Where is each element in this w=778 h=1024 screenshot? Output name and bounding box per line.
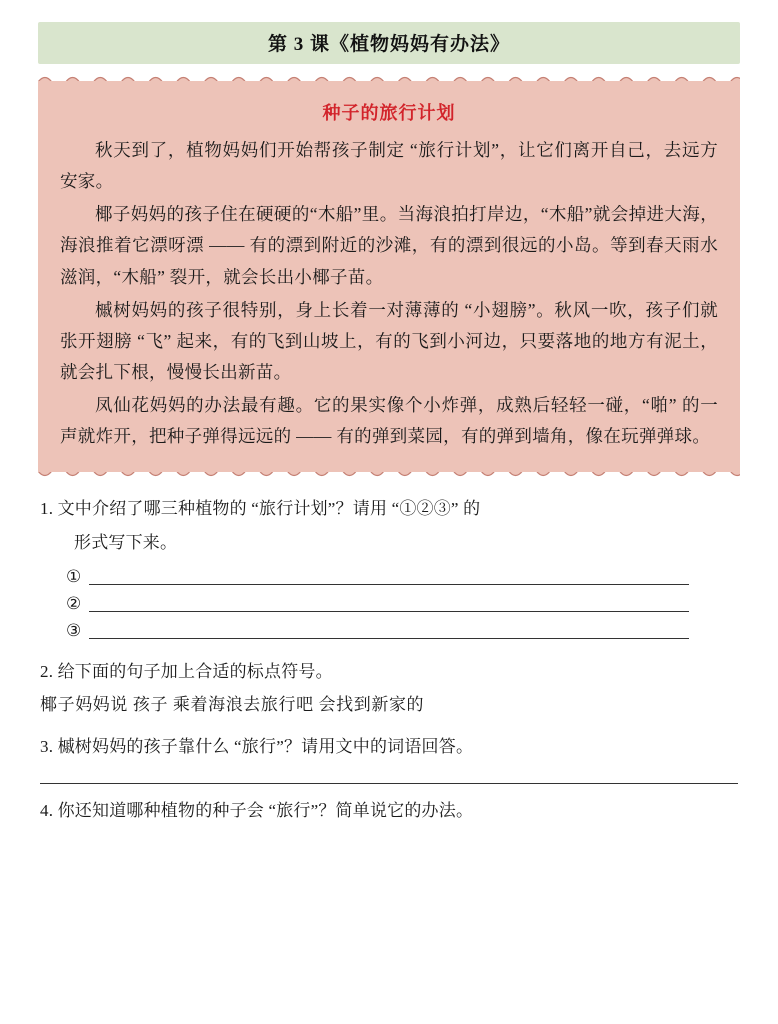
passage-section xyxy=(38,73,740,480)
answer-line-3[interactable] xyxy=(66,622,738,639)
passage-paragraph-3: 槭树妈妈的孩子很特别，身上长着一对薄薄的 “小翅膀”。秋风一吹，孩子们就张开翅膀 “飞” 起来，有的飞到山坡上，有的飞到小河边，只要落地的地方有泥土，就会扎下根，慢慢长出新苗。 xyxy=(60,299,718,382)
passage-box xyxy=(38,81,740,472)
answer-marker-1: ① xyxy=(66,566,82,586)
question-3: 3. 槭树妈妈的孩子靠什么 “旅行”？请用文中的词语回答。 xyxy=(40,736,474,756)
answer-rule-3[interactable] xyxy=(89,624,689,639)
answer-rule-2[interactable] xyxy=(89,597,689,612)
questions-section xyxy=(40,494,738,826)
passage-paragraph-1: 秋天到了，植物妈妈们开始帮孩子制定 “旅行计划”，让它们离开自己，去远方安家。 xyxy=(60,140,718,192)
question-1-line-2: 形式写下来。 xyxy=(74,533,178,553)
passage-title: 种子的旅行计划 xyxy=(322,103,456,123)
answer-rule-1[interactable] xyxy=(89,570,689,585)
question-2-sentence: 椰子妈妈说 孩子 乘着海浪去旅行吧 会找到新家的 xyxy=(40,694,425,714)
passage-paragraph-2: 椰子妈妈的孩子住在硬硬的“木船”里。当海浪拍打岸边，“木船”就会掉进大海，海浪推着它漂呀漂 —— 有的漂到附近的沙滩，有的漂到很远的小岛。等到春天雨水滋润，“木船” 裂开，就会长出小椰子苗。 xyxy=(60,204,718,287)
passage-paragraph-4: 凤仙花妈妈的办法最有趣。它的果实像个小炸弹，成熟后轻轻一碰，“啪” 的一声就炸开，把种子弹得远远的 —— 有的弹到菜园，有的弹到墙角，像在玩弹弹球。 xyxy=(60,395,718,447)
question-1-line-1: 1. 文中介绍了哪三种植物的 “旅行计划”？请用 “①②③” 的 xyxy=(40,499,481,519)
page-title: 第 3 课《植物妈妈有办法》 xyxy=(38,22,740,64)
question-2: 2. 给下面的句子加上合适的标点符号。 xyxy=(40,661,333,681)
answer-rule-question-3[interactable] xyxy=(40,767,738,784)
answer-marker-3: ③ xyxy=(66,620,82,640)
answer-line-1[interactable] xyxy=(66,568,738,585)
question-4: 4. 你还知道哪种植物的种子会 “旅行”？简单说它的办法。 xyxy=(40,801,474,821)
answer-marker-2: ② xyxy=(66,593,82,613)
answer-line-2[interactable] xyxy=(66,595,738,612)
spacer xyxy=(40,649,738,657)
